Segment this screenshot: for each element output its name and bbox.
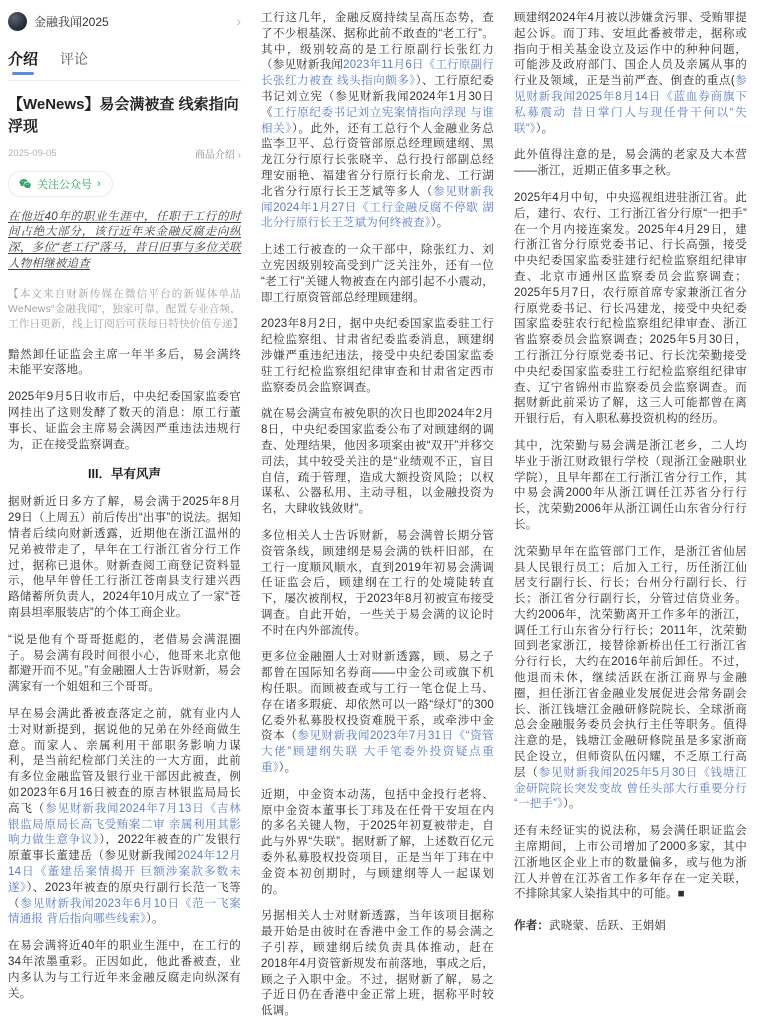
publish-date: 2025-09-05: [8, 147, 57, 159]
column-1-body: [8, 210, 244, 1003]
text-run: 沈荣勤早年在监管部门工作，是浙江省仙居县人民银行员工；后加入工行，历任浙江仙居支行副行长、行长；台州分行副行长、行长；浙江省分行副行长，分管过信贷业务。大约2006年，沈荣勤离开工作多年的浙江，调任工行山东省分行行长；2011年，沈荣勤回到老家浙江，接替徐新桥出任工行浙江省分行行长，大约在2016年前后卸任。不过，他退而未休，继续活跃在浙江商界与金融圈，担任浙江省金融业发展促进会常务副会长、浙江钱塘江金融研修院院长、全球浙商总会金融服务委员会执行主任等职务。值得注意的是，钱塘江金融研修院虽是多家浙商民企设立，但师资队伍闪耀，不乏原工行高层（: [514, 545, 747, 779]
text-run: 在他近40年的职业生涯中，任职于工行的时间占绝大部分，该行近年来金融反腐走向纵深，多位“老工行”落马，昔日旧事与多位关联人物相继被追查: [8, 210, 241, 270]
column-3: [514, 6, 747, 933]
column-1: [8, 6, 244, 1000]
chevron-right-icon: ›: [237, 149, 241, 161]
account-header[interactable]: [8, 8, 241, 34]
column-2: [261, 6, 494, 1018]
text-run: ）。: [535, 122, 554, 135]
column-2-body: [261, 11, 494, 1020]
account-avatar: [8, 12, 27, 31]
meta-row: [8, 146, 241, 161]
paragraph: [8, 939, 241, 1002]
chevron-right-icon: ›: [97, 177, 101, 190]
text-run: ）。: [146, 913, 164, 926]
follow-button-label: 关注公众号: [37, 178, 92, 191]
text-run: ）、2023年被查的原央行副行长范一飞等（: [8, 881, 241, 910]
text-run: ），2022年被查的广发银行原董事长董建岳（参见财新我闻: [8, 834, 241, 863]
text-run: 就在易会满宣布被免职的次日也即2024年2月8日，中央纪委国家监委公布了对顾建纲的调查、处理结果，他因多项案由被“双开”并移交司法，其中较受关注的是“业绩观不正，盲目自信，疏于管理，造成大额投资风险；以权谋私、公器私用、主动寻租，以金融投资为名，大肆收钱敛财”。: [261, 408, 494, 516]
text-run: 另据相关人士对财新透露，当年该项目据称最开始是由彼时在香港中金工作的易会满之子引荐，顾建纲后续负责具体推动，赶在2018年4月资管新规发布前落地，事成之后，顾之子入职中金。不过，据财新了解，易之子近日仍在香港中金正常上班，据称平时较低调。: [261, 910, 494, 1018]
paragraph: [514, 824, 747, 903]
inline-link[interactable]: 工行原纪委书记刘立宪案情指向浮现 与谁相关》: [261, 106, 494, 135]
paragraph: [8, 287, 244, 332]
text-run: 此外值得注意的是，易会满的老家及大本营——浙江，近期正值多事之秋。: [514, 149, 747, 178]
text-run: ）。: [563, 798, 581, 811]
paragraph: [514, 545, 747, 814]
text-run: 更多位金融圈人士对财新透露，顾、易之子都曾在国际知名券商——中金公司或旗下机构任职。而顾被查或与工行一笔仓促上马、存在诸多瑕疵、却依然可以一路“绿灯”的300亿委外私募股权投资难脱干系，或牵涉中金资本（: [261, 651, 494, 743]
author-line: [514, 919, 747, 935]
text-run: ）。此外，还有工总行个人金融业务总监李卫平、总行资管部原总经理顾建纲、黑龙江分行原行长张晓辛、总行投行部副总经理安丽艳、福建省分行原行长俞龙、工行湖北省分行原行长王芝斌等多人（: [261, 122, 494, 198]
text-run: 2023年8月2日，据中央纪委国家监委驻工行纪检监察组、甘肃省纪委监委消息，顾建纲涉嫌严重违纪违法，接受中央纪委国家监委驻工行纪检监察组纪律审查和甘肃省定西市监察委员会监察调查。: [261, 318, 494, 394]
chevron-right-icon[interactable]: ›: [236, 13, 241, 29]
text-run: III．早有风声: [88, 467, 161, 482]
column-3-body: [514, 11, 747, 935]
paragraph: [261, 529, 494, 640]
paragraph: [8, 707, 241, 928]
text-run: 武晓蒙、岳跃、王娟娟: [549, 920, 667, 933]
tab-comments[interactable]: 评论: [60, 51, 89, 67]
product-intro-label: 商品介绍: [194, 149, 235, 161]
paragraph: [514, 191, 747, 428]
text-run: 其中，沈荣勤与易会满是浙江老乡，二人均毕业于浙江财政银行学校（现浙江金融职业学院），且早年都在工行浙江省分行工作，其中易会满2000年从浙江调任江苏省分行行长，沈荣勤2006年从浙江调任山东省分行行长。: [514, 439, 747, 531]
text-run: 多位相关人士告诉财新，易会满曾长期分管资管条线，顾建纲是易会满的铁杆旧部，在工行一度顺风顺水，直到2019年初易会满调任证监会后，顾建纲在工行的处境陡转直下，屡次被削权，于2023年8月初被宣布接受调查。自此开始，一些关于易会满的议论时不时在内外部流传。: [261, 529, 494, 637]
text-run: 黯然卸任证监会主席一年半多后，易会满终未能平安落地。: [8, 348, 241, 377]
text-run: 2025年4月中旬，中央巡视组进驻浙江省。此后，建行、农行、工行浙江省分行原“一把手”在一个月内接连案发。2025年4月29日，建行浙江省分行原党委书记、行长高强，接受中央纪委国家监委驻建行纪检监察组纪律审查、北京市通州区监察委员会监察调查；2025年5月7日，农行原首席专家兼浙江省分行原党委书记、行长冯建龙，接受中央纪委国家监委驻农行纪检监察组纪律审查、浙江省监察委员会监察调查；2025年5月30日，工行浙江分行原党委书记、行长沈荣勤接受中央纪委国家监委驻工行纪检监察组纪律审查、辽宁省锦州市监察委员会监察调查。而据财新此前采访了解，这三人可能都曾在离开银行后，有入职私募投资机构的经历。: [514, 191, 747, 426]
tab-bar: [8, 48, 241, 81]
text-run: ）。: [430, 217, 449, 230]
paragraph: [8, 390, 241, 453]
inline-link[interactable]: 参见财新我闻2023年6月10日《范一飞案情通报 背后指向哪些线索》: [8, 897, 242, 926]
account-name: 金融我闻2025: [34, 14, 109, 29]
article-title: 【WeNews】易会满被查 线索指向浮现: [8, 96, 239, 135]
product-intro-link[interactable]: [195, 146, 241, 161]
paragraph: [261, 11, 494, 232]
text-run: 还有未经证实的说法称，易会满任职证监会主席期间，上市公司增加了2000多家，其中江浙地区企业上市的数量偏多，或与他为浙江人并曾在江苏省工作多年存在一定关联，不排除其家人染指其中的可能。■: [514, 825, 747, 901]
text-run: 2025年9月5日收市后，中央纪委国家监委官网挂出了这则发酵了数天的消息：原工行董事长、证监会主席易会满因严重违法违规行为，正在接受监察调查。: [8, 391, 241, 451]
paragraph: [261, 317, 494, 396]
text-run: 【本文来自财新传媒在微信平台的新媒体单品 WeNews“金融我闻”，独家可靠，配置专业音频，工作日更新，线上订阅后可获每日特快价值专递】: [8, 287, 244, 330]
paragraph: [261, 650, 494, 776]
text-run: 早在易会满此番被查落定之前，就有业内人士对财新提到，据说他的兄弟在外经商做生意。而家人、亲属利用干部职务影响力谋利，是当前纪检部门关注的一大方面，此前有多位金融监管及银行业干部因此被查，例如2023年6月16日被查的原吉林银监局局长高飞（: [8, 708, 241, 815]
inline-link[interactable]: 参见财新我闻2024年7月13日《吉林银监局原局长高飞受贿案二审 亲属利用其影响力做生意争议》: [8, 802, 241, 847]
inline-link[interactable]: 参见财新我闻2025年8月14日《蓝血券商旗下私募震动 昔日掌门人与现任骨干何以“失联”》: [514, 75, 747, 135]
paragraph: [514, 439, 747, 534]
paragraph: [8, 495, 241, 621]
inline-link[interactable]: 参见财新我闻2024年1月27日《工行金融反腐不停歇 湖北分行原行长王芝斌为何终被查》: [261, 185, 494, 230]
paragraph: [261, 788, 494, 899]
inline-link[interactable]: 参见财新我闻2025年5月30日《钱塘江金研院院长突发变故 曾任头部大行重要分行“一把手”》: [514, 766, 747, 811]
tab-intro[interactable]: 介绍: [8, 48, 38, 73]
inline-link[interactable]: 2023年11月6日《工行原副行长张红力被查 线头指向颇多》: [261, 59, 494, 88]
text-run: 上述工行被查的一众干部中，除张红力、刘立宪因级别较高受到广泛关注外，还有一位“老工行”关键人物被查在内部引起不小震动，即工行原资管部总经理顾建纲。: [261, 244, 494, 304]
section-heading: [8, 464, 241, 482]
text-run: 近期，中金资本动荡，包括中金投行老将、原中金资本董事长丁玮及在任骨干安垣在内的多名关键人物，于2025年初夏被带走，自此与外界“失联”。据财新了解，上述数百亿元委外私募股权投资项目，正是当年丁玮在中金资本初创期时，与顾建纲等人一起谋划的。: [261, 788, 494, 896]
paragraph: [8, 210, 241, 273]
text-run: 顾建纲2024年4月被以涉嫌贪污罪、受贿罪提起公诉。而丁玮、安垣此番被带走，据称或指向于相关基金设立及运作中的种种问题，可能涉及政府部门、国企人员及亲属从事的行业及领域，正是当前严查、倒查的重点(: [514, 12, 747, 88]
inline-link[interactable]: 参见财新我闻2023年7月31日《“资管大佬”顾建纲失联 大手笔委外投资疑点重重》: [261, 730, 494, 775]
paragraph: [514, 148, 747, 180]
paragraph: [261, 407, 494, 518]
text-run: 工行这几年，金融反腐持续呈高压态势，查了不少根基深、据称此前不敢查的“老工行”。其中，级别较高的是工行原副行长张红力（参见财新我闻: [261, 12, 494, 72]
text-run: ）。: [278, 762, 297, 775]
paragraph: [8, 348, 241, 380]
paragraph: [514, 11, 747, 137]
paragraph: [261, 243, 494, 306]
text-run: 据财新近日多方了解，易会满于2025年8月29日（上周五）前后传出“出事”的说法。据知情者后续向财新透露，近期他在浙江温州的兄弟被带走了，早年在工行浙江省分行工作过，据称已退休。财新查阅工商登记资料显示，他早年曾任工行浙江苍南县支行建兴西路储蓄所负责人，2024年10月成立了一家“苍南县坦率服装店”的个体工商企业。: [8, 496, 241, 620]
inline-link[interactable]: 2024年12月14日《董建岳案情揭开 巨额涉案款多数未遂》: [8, 850, 241, 894]
follow-account-button[interactable]: [8, 171, 113, 197]
paragraph: [8, 633, 241, 696]
paragraph: [261, 909, 494, 1020]
text-run: 在易会满将近40年的职业生涯中，在工行的34年浓墨重彩。正因如此，他此番被查，业内多认为与工行近年来金融反腐走向纵深有关。: [8, 940, 241, 1000]
text-run: 作者：: [514, 920, 550, 933]
wechat-icon: [18, 177, 32, 191]
text-run: ）、工行原纪委书记刘立宪（参见财新我闻2024年1月30日《: [261, 75, 494, 119]
text-run: “说是他有个哥哥挺彪的，老借易会满混圈子。易会满有段时间很小心，他哥来北京他都避开而不见。”有金融圈人士告诉财新，易会满家有一个姐姐和三个哥哥。: [8, 633, 241, 694]
